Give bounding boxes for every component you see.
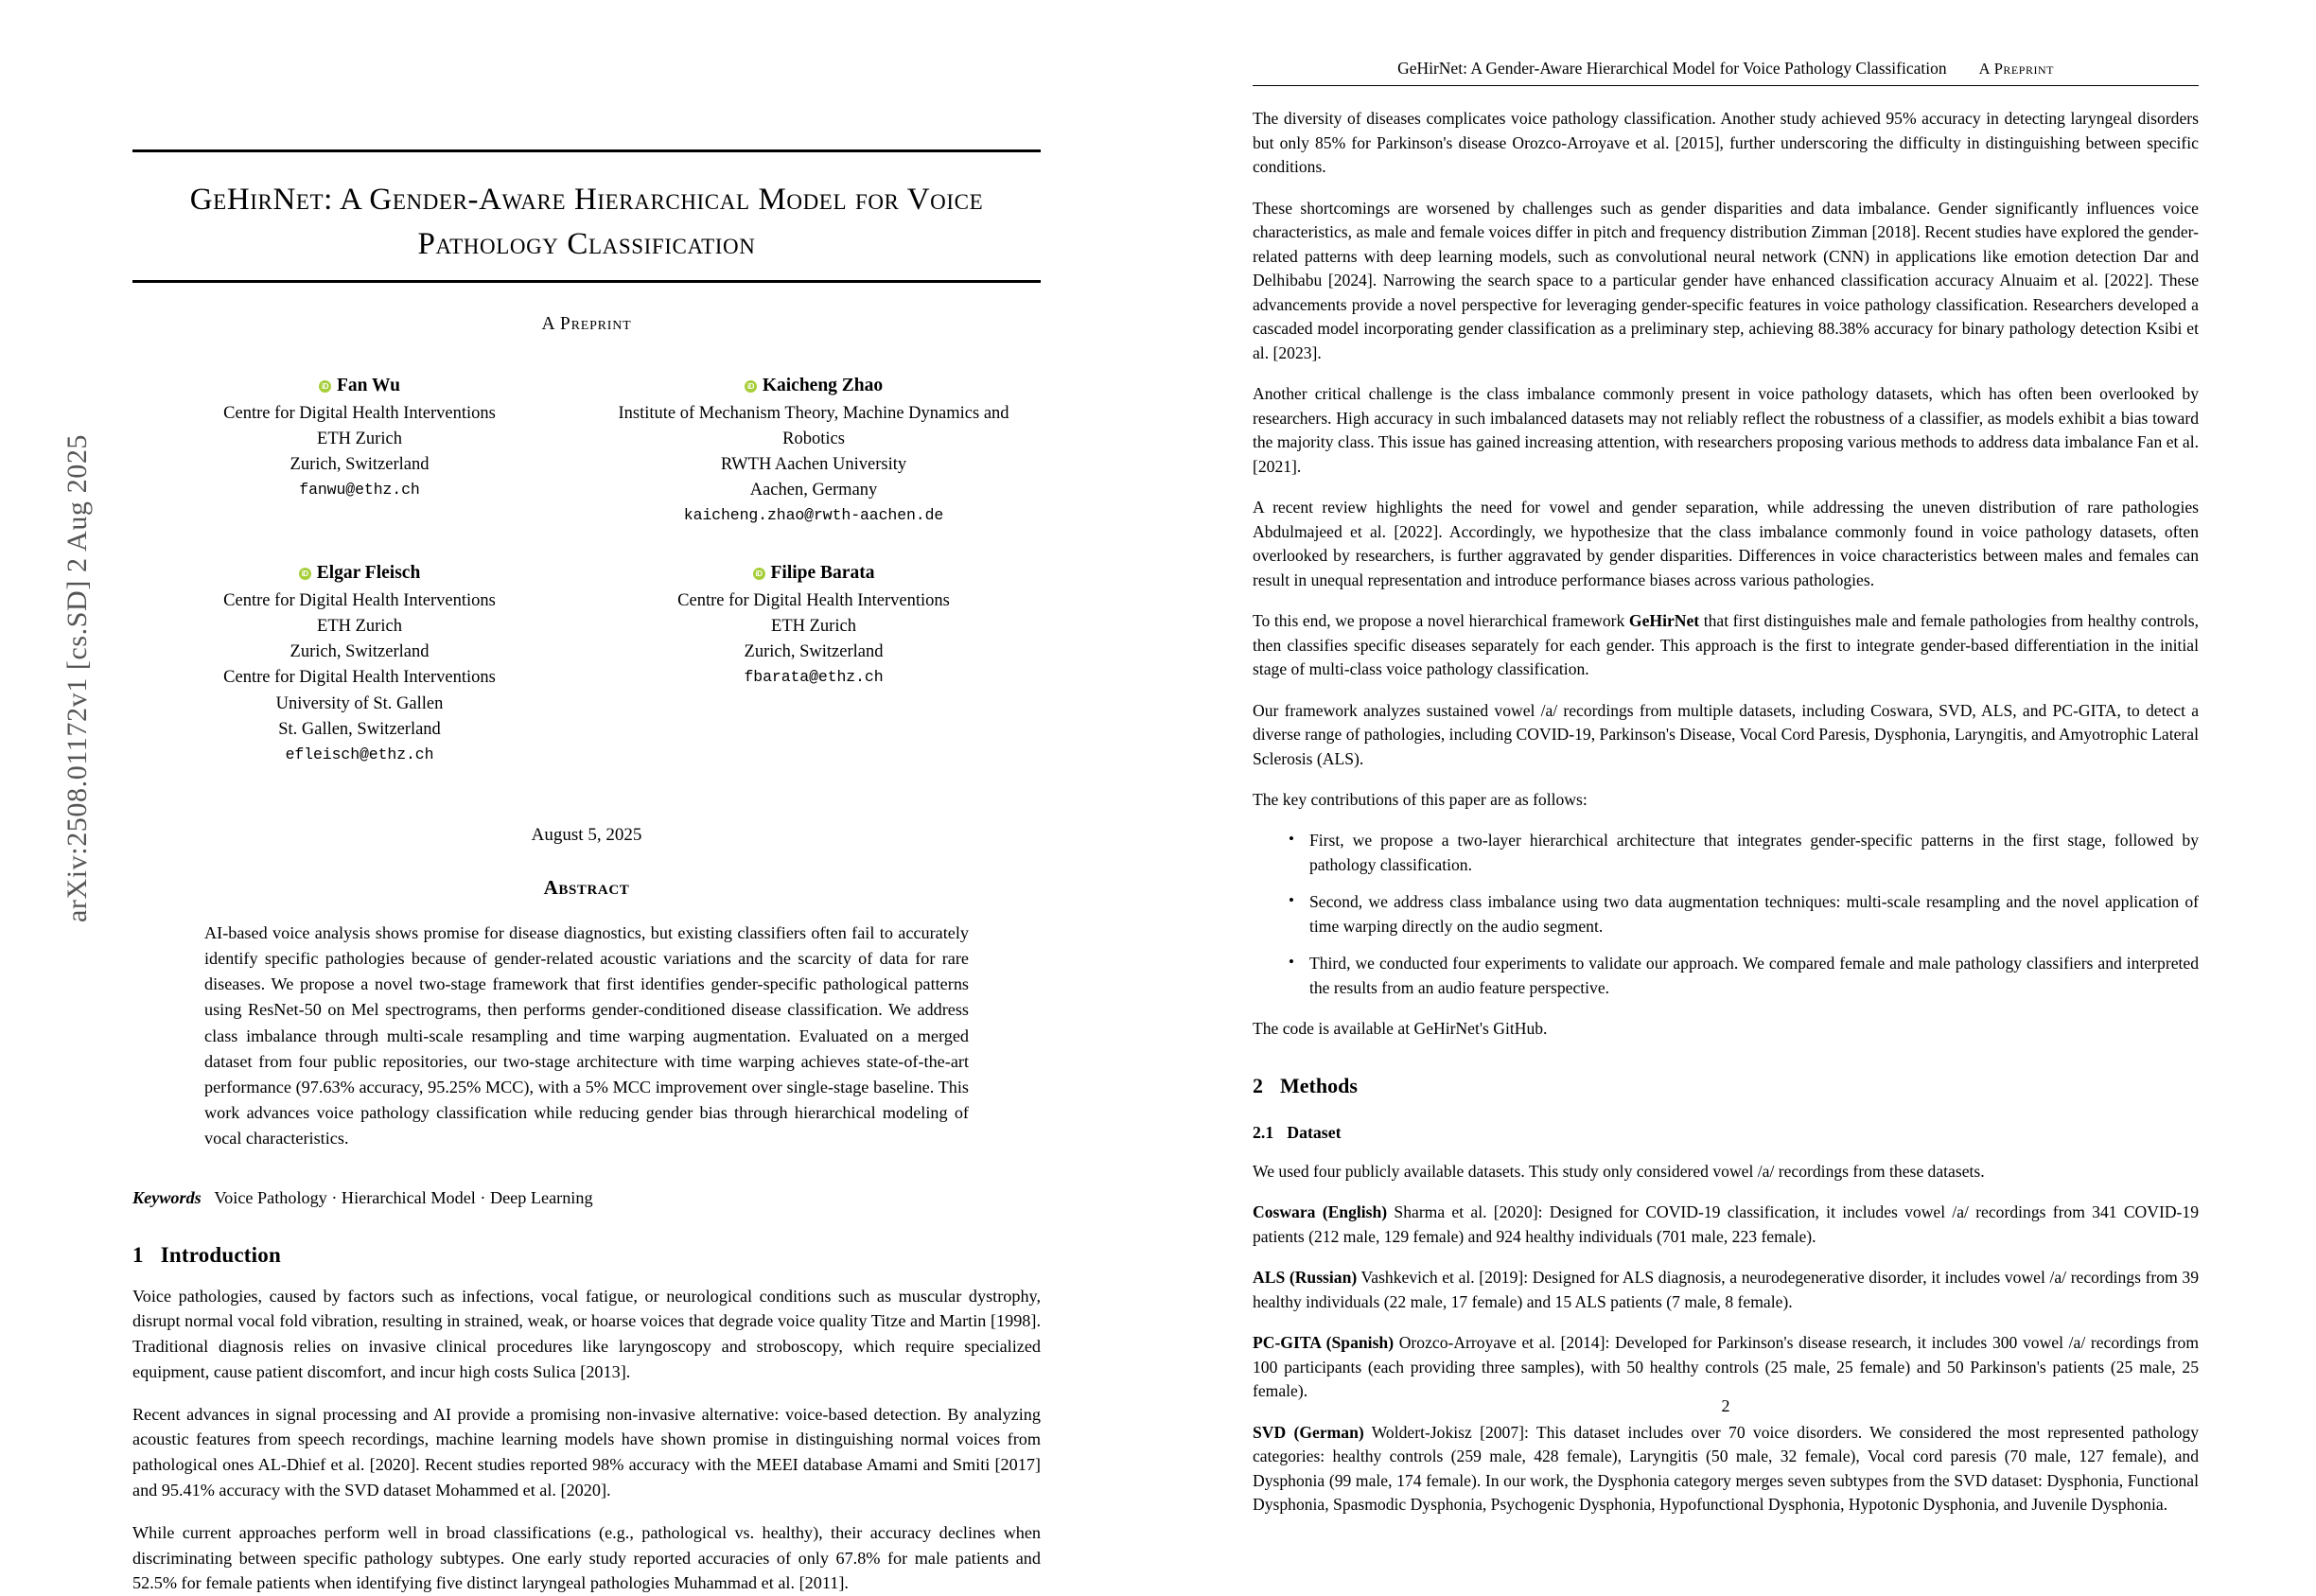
affiliation-line: ETH Zurich (317, 429, 402, 448)
gehirnet-prefix: To this end, we propose a novel hierarchical framework (1253, 611, 1629, 630)
gehirnet-suffix: that first distinguishes male and female pathologies from healthy controls, then classifies specific diseases separately for each gender. This approach is the first to integrate gender-based differentiation in the initial stage of multi-class voice pathology classification. (1253, 611, 2199, 678)
gehirnet-name: GeHirNet (1628, 611, 1700, 630)
orcid-icon[interactable] (753, 568, 765, 580)
body-paragraph: These shortcomings are worsened by challenges such as gender disparities and data imbalance. Gender significantly influences voice characteristics, as male and female voices differ in pitch and frequency distribution Zimman [2018]. Recent studies have explored the gender-related patterns with deep learning models, such as convolutional neural network (CNN) in applications like emotion detection Dar and Delhibabu [2024]. Narrowing the search space to a particular gender have enhanced classification accuracy Alnuaim et al. [2022]. These advancements provide a novel perspective for leveraging gender-specific features in voice pathology classification. Researchers developed a cascaded model incorporating gender classification as a preliminary step, achieving 88.38% accuracy for binary pathology detection Ksibi et al. [2023]. (1253, 198, 2199, 362)
affiliation-line: Zurich, Switzerland (290, 642, 430, 662)
intro-paragraph: Recent advances in signal processing and AI provide a promising non-invasive alternative: voice-based detection. By analyzing acoustic features from speech recordings, machine learning models have shown promise in distinguishing normal voices from pathological ones AL-Dhief et al. [2020]. Recent studies reported 98% accuracy with the MEEI database Amami and Smiti [2017] and 95.41% accuracy with the SVD dataset Mohammed et al. [2020]. (132, 1404, 1041, 1500)
dataset-entry-svd (1253, 1421, 2199, 1517)
author-email[interactable]: kaicheng.zhao@rwth-aachen.de (683, 506, 944, 525)
dataset-name: PC-GITA (Spanish) (1253, 1333, 1395, 1353)
dataset-description: Sharma et al. [2020]: Designed for COVID-19 classification, it includes vowel /a/ recordings from 341 COVID-19 patients (212 male, 129 female) and 924 healthy individuals (701 male, 223 female). (1253, 1202, 2199, 1246)
running-header (1253, 59, 2199, 86)
dataset-intro: We used four publicly available datasets. This study only considered vowel /a/ recordings from these datasets. (1253, 1161, 1985, 1181)
title-rule-top (132, 149, 1041, 152)
affiliation-line: Centre for Digital Health Interventions (677, 590, 950, 610)
subsection-heading-dataset (1253, 1123, 2199, 1143)
body-paragraph: The diversity of diseases complicates voice pathology classification. Another study achieved 95% accuracy in detecting laryngeal disorders but only 85% for Parkinson's disease Orozco-Arroyave et al. [2015], further underscoring the difficulty in distinguishing between specific conditions. (1253, 109, 2199, 176)
running-header-preprint: A Preprint (1978, 60, 2054, 78)
contributions-list (1253, 829, 2199, 1000)
affiliation-line: Centre for Digital Health Interventions (223, 403, 496, 423)
author-name-text: Fan Wu (336, 375, 401, 395)
title-rule-bottom (132, 280, 1041, 283)
affiliation-line: Institute of Mechanism Theory, Machine Dynamics and Robotics (618, 403, 1009, 448)
dataset-entry-coswara (1253, 1201, 2199, 1249)
body-paragraph: Another critical challenge is the class imbalance commonly present in voice pathology datasets, which has often been overlooked by researchers. High accuracy in such imbalanced datasets may not reliably reflect the robustness of a classifier, as models exhibit a bias toward the majority class. This issue has gained increasing attention, with researchers proposing various methods to address data imbalance Fan et al. [2021]. (1253, 384, 2199, 476)
publication-date: August 5, 2025 (531, 825, 642, 846)
orcid-icon[interactable] (745, 380, 757, 393)
code-availability-line: The code is available at GeHirNet's GitHub. (1253, 1019, 1548, 1039)
section-number: 1 (132, 1242, 144, 1267)
left-page-content (132, 0, 1041, 1593)
list-item: • Third, we conducted four experiments to validate our approach. We compared female and male pathology classifiers and interpreted the results from an audio feature perspective. (1307, 952, 2199, 1000)
dataset-description: Woldert-Jokisz [2007]: This dataset includes over 70 voice disorders. We considered the most represented pathology categories: healthy controls (259 male, 428 female), Laryngitis (50 male, 32 female), Vocal cord paresis (70 male, 127 female), and Dysphonia (99 male, 174 female). In our work, the Dysphonia category merges seven subtypes from the SVD dataset: Dysphonia, Functional Dysphonia, Spasmodic Dysphonia, Psychogenic Dysphonia, Hypofunctional Dysphonia, Hypotonic Dysphonia, and Juvenile Dysphonia. (1253, 1422, 2199, 1515)
author-name (319, 373, 400, 400)
affiliation-line: ETH Zurich (771, 616, 856, 636)
author-email[interactable]: fbarata@ethz.ch (744, 668, 884, 687)
intro-paragraph: While current approaches perform well in broad classifications (e.g., pathological vs. healthy), their accuracy declines when discriminating between specific pathology subtypes. One early study reported accuracies of only 67.8% for male patients and 52.5% for female patients when identifying five distinct laryngeal pathologies Muhammad et al. [2011]. (132, 1522, 1041, 1593)
affiliation-line: Centre for Digital Health Interventions (223, 668, 496, 688)
author-name-text: Elgar Fleisch (316, 562, 421, 583)
contributions-lead: The key contributions of this paper are as follows: (1253, 790, 1588, 809)
body-paragraph-framework: Our framework analyzes sustained vowel /a/ recordings from multiple datasets, including Coswara, SVD, ALS, and PC-GITA, to detect a diverse range of pathologies, including COVID-19, Parkinson's Disease, Vocal Cord Paresis, Dysphonia, Laryngitis, and Amyotrophic Lateral Sclerosis (ALS). (1253, 700, 2199, 768)
page-left (0, 0, 1158, 1593)
section-title: Introduction (160, 1242, 281, 1267)
section-heading-introduction (132, 1243, 1041, 1268)
author-name (745, 373, 883, 400)
preprint-label: A Preprint (541, 313, 632, 334)
abstract-heading: Abstract (543, 876, 630, 900)
keywords-values: Voice Pathology · Hierarchical Model · Deep Learning (214, 1188, 593, 1208)
author-name (753, 560, 875, 588)
author-name-text: Filipe Barata (770, 562, 875, 583)
dataset-description: Vashkevich et al. [2019]: Designed for ALS diagnosis, a neurodegenerative disorder, it includes vowel /a/ recordings from 39 healthy individuals (22 male, 17 female) and 15 ALS patients (7 male, 8 female). (1253, 1268, 2199, 1311)
dataset-entry-als (1253, 1266, 2199, 1314)
arxiv-stamp: arXiv:2508.01172v1 [cs.SD] 2 Aug 2025 (61, 433, 93, 923)
affiliation-line: Zurich, Switzerland (744, 642, 884, 662)
dataset-name: SVD (German) (1253, 1422, 1364, 1442)
author-block-kaicheng-zhao (587, 373, 1041, 528)
right-page-content (1253, 0, 2200, 1515)
page-right (1158, 0, 2316, 1515)
list-item: • Second, we address class imbalance using two data augmentation techniques: multi-scale resampling and the novel application of time warping directly on the audio segment. (1307, 890, 2199, 938)
author-email[interactable]: efleisch@ethz.ch (285, 745, 434, 763)
running-header-title: GeHirNet: A Gender-Aware Hierarchical Model for Voice Pathology Classification (1397, 59, 1947, 78)
list-item: • First, we propose a two-layer hierarchical architecture that integrates gender-specific patterns in the first stage, followed by pathology classification. (1307, 829, 2199, 877)
author-block-elgar-fleisch (132, 560, 587, 766)
keywords-label: Keywords (132, 1188, 202, 1208)
subsection-title: Dataset (1287, 1122, 1342, 1142)
author-name (299, 560, 421, 588)
section-heading-methods (1253, 1074, 2199, 1098)
affiliation-line: Aachen, Germany (749, 481, 878, 500)
body-paragraph-gehirnet (1253, 609, 2199, 682)
author-block-fan-wu (132, 373, 587, 528)
author-email[interactable]: fanwu@ethz.ch (299, 481, 420, 500)
author-block-filipe-barata (587, 560, 1041, 766)
keywords-line (132, 1185, 1041, 1210)
page-number: 2 (1721, 1396, 1730, 1415)
author-row-2 (132, 560, 1041, 766)
author-name-text: Kaicheng Zhao (762, 375, 884, 395)
intro-paragraph: Voice pathologies, caused by factors such as infections, vocal fatigue, or neurological conditions such as muscular dystrophy, disrupt normal vocal fold vibration, resulting in strained, weak, or hoarse voices that degrade voice quality Titze and Martin [1998]. Traditional diagnosis relies on invasive clinical procedures like laryngoscopy and stroboscopy, which require specialized equipment, cause patient discomfort, and incur high costs Sulica [2013]. (132, 1286, 1041, 1381)
dataset-name: ALS (Russian) (1253, 1268, 1358, 1288)
orcid-icon[interactable] (319, 380, 331, 393)
affiliation-line: RWTH Aachen University (720, 455, 907, 475)
affiliation-line: University of St. Gallen (275, 693, 444, 713)
affiliation-line: St. Gallen, Switzerland (278, 719, 441, 739)
dataset-description: Orozco-Arroyave et al. [2014]: Developed for Parkinson's disease research, it includes 300 vowel /a/ recordings from 100 participants (each providing three samples), with 50 healthy controls (25 male, 25 female) and 50 Parkinson's patients (25 male, 25 female). (1253, 1333, 2200, 1401)
affiliation-line: ETH Zurich (317, 616, 402, 636)
subsection-number: 2.1 (1253, 1122, 1274, 1142)
section-number: 2 (1253, 1073, 1263, 1097)
affiliation-line: Centre for Digital Health Interventions (223, 590, 496, 610)
orcid-icon[interactable] (299, 568, 311, 580)
dataset-entry-pcgita (1253, 1331, 2199, 1404)
dataset-name: Coswara (English) (1253, 1202, 1388, 1222)
abstract-text: AI-based voice analysis shows promise for disease diagnostics, but existing classifiers often fail to accurately identify specific pathologies because of gender-related acoustic variations and the scarcity of data for rare diseases. We propose a novel two-stage framework that first identifies gender-specific pathological patterns using ResNet-50 on Mel spectrograms, then performs gender-conditioned disease classification. We address class imbalance through multi-scale resampling and time warping augmentation. Evaluated on a merged dataset from four public repositories, our two-stage architecture with time warping achieves state-of-the-art performance (97.63% accuracy, 95.25% MCC), with a 5% MCC improvement over single-stage baseline. This work advances voice pathology classification while reducing gender bias through hierarchical modeling of vocal characteristics. (204, 923, 969, 1148)
affiliation-line: Zurich, Switzerland (290, 455, 430, 475)
author-row-1 (132, 373, 1041, 528)
page-title: GeHirNet: A Gender-Aware Hierarchical Model for Voice Pathology Classification (189, 183, 984, 261)
section-title: Methods (1280, 1073, 1358, 1097)
body-paragraph: A recent review highlights the need for vowel and gender separation, while addressing the uneven distribution of rare pathologies Abdulmajeed et al. [2022]. Accordingly, we hypothesize that the class imbalance commonly found in voice pathology datasets, often overlooked by researchers, is further aggravated by gender disparities. Differences in voice characteristics between males and females can result in unequal representation and introduce performance biases across various pathologies. (1253, 498, 2199, 589)
